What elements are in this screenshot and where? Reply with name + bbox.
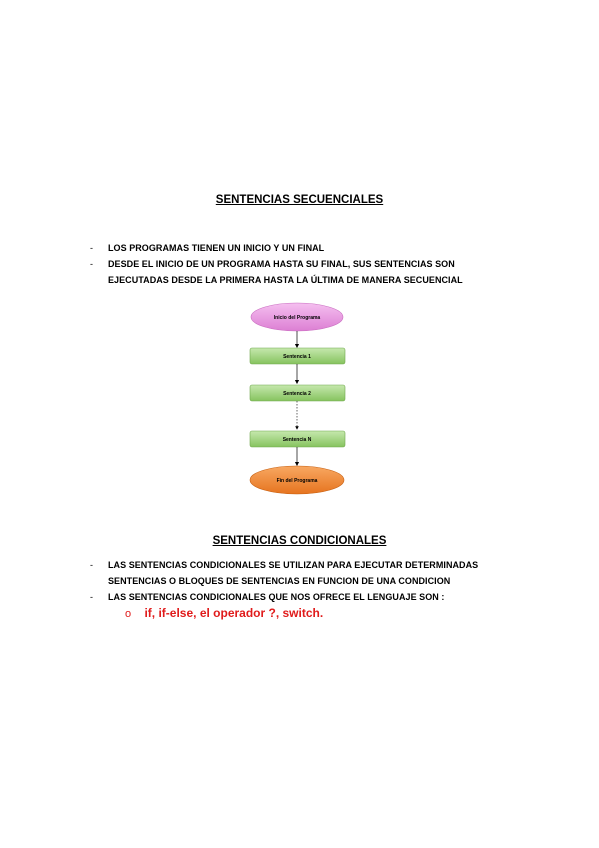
- flow-end-node: [250, 466, 344, 494]
- sub-bullet-text: if, if-else, el operador ?, switch.: [144, 606, 324, 620]
- list-item: [0, 256, 518, 288]
- list-item: [0, 589, 518, 605]
- list-item-text: LAS SENTENCIAS CONDICIONALES QUE NOS OFRECE EL LENGUAJE SON :: [108, 592, 445, 602]
- flow-start-label: Inicio del Programa: [273, 315, 321, 321]
- sub-bullet-keywords: [125, 606, 323, 620]
- bullet-list-secuenciales: [0, 240, 518, 288]
- dash-marker: -: [90, 592, 94, 602]
- flow-step-2: [250, 385, 345, 401]
- flow-step-1-label: Sentencia 1: [283, 354, 311, 360]
- bullet-list-condicionales: [0, 557, 518, 605]
- dash-marker: -: [90, 560, 94, 570]
- flow-step-n: [250, 431, 345, 447]
- flow-step-1: [250, 348, 345, 364]
- section-title-condicionales: SENTENCIAS CONDICIONALES: [212, 535, 387, 547]
- dash-marker: -: [90, 259, 94, 269]
- sequential-flowchart: [240, 300, 360, 500]
- list-item: [0, 557, 518, 589]
- flow-start-node: [251, 303, 343, 331]
- list-item-text: DESDE EL INICIO DE UN PROGRAMA HASTA SU FINAL, SUS SENTENCIAS SON EJECUTADAS DESDE LA PRIMERA HASTA LA ÚLTIMA DE MANERA SECUENCIAL: [108, 259, 463, 285]
- list-item: [0, 240, 518, 256]
- list-item-text: LAS SENTENCIAS CONDICIONALES SE UTILIZAN PARA EJECUTAR DETERMINADAS SENTENCIAS O BLOQUES DE SENTENCIAS EN FUNCION DE UNA CONDICION: [108, 560, 479, 586]
- list-item-text: LOS PROGRAMAS TIENEN UN INICIO Y UN FINAL: [108, 243, 325, 253]
- flow-step-n-label: Sentencia N: [282, 437, 312, 443]
- flow-end-label: Fin del Programa: [276, 478, 318, 484]
- flow-step-2-label: Sentencia 2: [283, 391, 311, 397]
- section-title-secuenciales: SENTENCIAS SECUENCIALES: [215, 194, 384, 206]
- dash-marker: -: [90, 243, 94, 253]
- circle-bullet-marker: o: [125, 608, 132, 620]
